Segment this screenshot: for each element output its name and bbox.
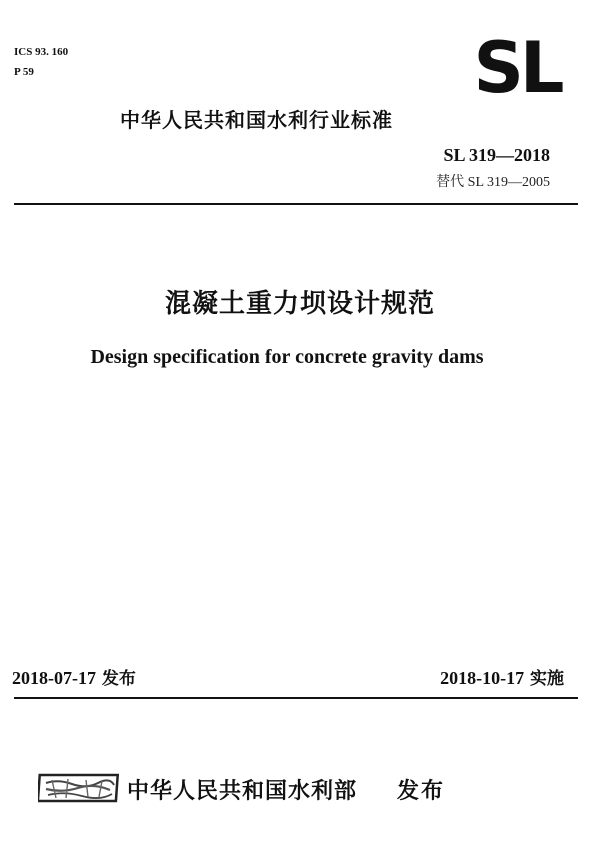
issuing-authority: 中华人民共和国水利部 (127, 779, 358, 804)
sl-logo-icon (458, 30, 576, 102)
title-chinese: 混凝土重力坝设计规范 (164, 289, 435, 319)
implement-date: 2018-10-17 (440, 668, 525, 688)
ics-code: ICS 93. 160 (14, 46, 69, 58)
standard-number: SL 319—2018 (443, 145, 550, 165)
ministry-seal-icon (38, 771, 120, 805)
publish-date-line (12, 664, 136, 689)
replaces-standard: 替代 SL 319—2005 (436, 175, 550, 190)
bottom-divider (14, 697, 578, 699)
ccs-code: P 59 (14, 66, 34, 78)
implement-date-line (440, 664, 564, 689)
implement-label: 实施 (530, 669, 564, 689)
svg-text:SL: SL (473, 30, 561, 102)
industry-standard-heading: 中华人民共和国水利行业标准 (120, 108, 393, 132)
issue-action: 发布 (397, 779, 446, 804)
title-english: Design specification for concrete gravity dams (90, 346, 484, 368)
publish-date: 2018-07-17 (12, 668, 96, 688)
top-divider (14, 203, 578, 205)
publish-label: 发布 (101, 669, 136, 689)
